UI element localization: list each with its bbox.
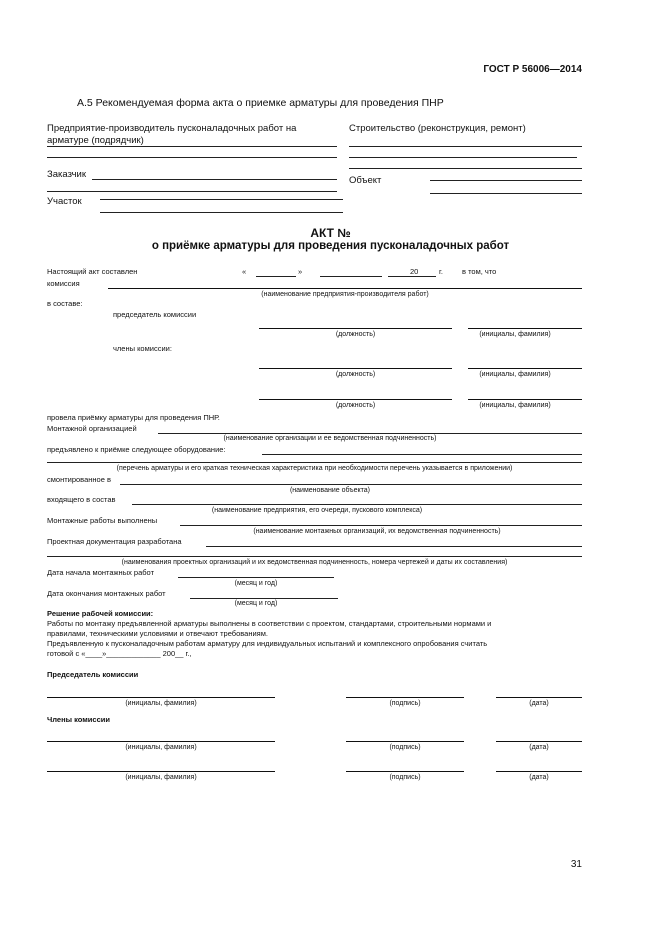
- section-title: А.5 Рекомендуемая форма акта о приемке арматуры для проведения ПНР: [77, 97, 444, 109]
- end-date-line[interactable]: [190, 598, 338, 599]
- start-date-line[interactable]: [178, 577, 334, 578]
- standard-number: ГОСТ Р 56006—2014: [483, 64, 582, 75]
- enterprise-caption: (наименование предприятия-производителя работ): [261, 291, 429, 298]
- chairman-name-line[interactable]: [468, 328, 582, 329]
- construction-line-1[interactable]: [349, 146, 582, 147]
- part-of-caption: (наименование предприятия, его очереди, пускового комплекса): [211, 507, 423, 514]
- works-done-label: Монтажные работы выполнены: [47, 516, 158, 525]
- chairman-name-field[interactable]: [47, 697, 275, 698]
- chairman-label: председатель комиссии: [113, 310, 197, 319]
- date-caption: (дата): [529, 744, 549, 751]
- customer-label: Заказчик: [47, 169, 87, 180]
- decision-line-3: Предъявленную к пусконаладочным работам арматуру для индивидуальных испытаний и комплексного опробования считать: [47, 639, 488, 648]
- area-line-1[interactable]: [100, 199, 343, 200]
- member2-date-field[interactable]: [496, 771, 582, 772]
- object-line-1[interactable]: [430, 180, 582, 181]
- quote-close: »: [298, 267, 303, 276]
- construction-line-2[interactable]: [349, 157, 577, 158]
- year-prefix: 20: [410, 267, 419, 276]
- position-caption: (должность): [335, 402, 376, 409]
- construction-line-3[interactable]: [349, 168, 582, 169]
- signature-caption: (подпись): [389, 774, 421, 781]
- year-suffix: г.: [439, 267, 443, 276]
- customer-line[interactable]: [92, 179, 337, 180]
- chairman-position-line[interactable]: [259, 328, 452, 329]
- docs-line-2[interactable]: [47, 556, 582, 557]
- act-title: АКТ №: [310, 226, 351, 240]
- members-label: члены комиссии:: [113, 344, 172, 353]
- initials-caption: (инициалы, фамилия): [125, 744, 197, 751]
- construction-label: Строительство (реконструкция, ремонт): [349, 123, 526, 134]
- that-label: в том, что: [462, 267, 497, 276]
- initials-caption: (инициалы, фамилия): [479, 402, 551, 409]
- initials-caption: (инициалы, фамилия): [125, 774, 197, 781]
- decision-line-1: Работы по монтажу предъявленной арматуры выполнены в соответствии с проектом, стандартами, строительными нормами и: [47, 619, 492, 628]
- chairman-signature-field[interactable]: [346, 697, 464, 698]
- member1-position-line[interactable]: [259, 368, 452, 369]
- enterprise-label-cont: арматуре (подрядчик): [47, 135, 144, 146]
- initials-caption: (инициалы, фамилия): [125, 700, 197, 707]
- presented-label: предъявлено к приёмке следующее оборудование:: [47, 445, 226, 454]
- start-date-label: Дата начала монтажных работ: [47, 568, 155, 577]
- month-field[interactable]: [320, 276, 382, 277]
- quote-open: «: [242, 267, 247, 276]
- signature-caption: (подпись): [389, 700, 421, 707]
- enterprise-line-1[interactable]: [47, 146, 337, 147]
- end-date-label: Дата окончания монтажных работ: [47, 589, 166, 598]
- mounted-in-label: смонтированное в: [47, 475, 111, 484]
- customer-line-2[interactable]: [47, 191, 337, 192]
- enterprise-label: Предприятие-производитель пусконаладочных работ на: [47, 123, 297, 134]
- object-line-2[interactable]: [430, 193, 582, 194]
- month-year-caption: (месяц и год): [234, 580, 278, 587]
- presented-line[interactable]: [262, 454, 582, 455]
- decision-heading: Решение рабочей комиссии:: [47, 609, 154, 618]
- chairman-date-field[interactable]: [496, 697, 582, 698]
- enterprise-line-2[interactable]: [47, 157, 337, 158]
- install-org-caption: (наименование организации и ее ведомственная подчиненность): [223, 435, 437, 442]
- members-sign-heading: Члены комиссии: [47, 715, 110, 724]
- day-field[interactable]: [256, 276, 296, 277]
- decision-line-4: готовой с «____»_____________ 200__ г.,: [47, 649, 192, 658]
- list-caption: (перечень арматуры и его краткая техническая характеристика при необходимости перечень указывается в приложении): [116, 465, 513, 472]
- act-subtitle: о приёмке арматуры для проведения пусконаладочных работ: [151, 240, 510, 252]
- works-done-caption: (наименование монтажных организаций, их ведомственная подчиненность): [253, 528, 501, 535]
- docs-label: Проектная документация разработана: [47, 537, 182, 546]
- member1-date-field[interactable]: [496, 741, 582, 742]
- install-org-line[interactable]: [158, 433, 582, 434]
- position-caption: (должность): [335, 371, 376, 378]
- part-of-line[interactable]: [132, 504, 582, 505]
- docs-caption: (наименования проектных организаций и их ведомственная подчиненность, номера чертежей и даты их составления): [121, 559, 508, 566]
- performed-text: провела приёмку арматуры для проведения ПНР.: [47, 413, 220, 422]
- date-caption: (дата): [529, 700, 549, 707]
- member2-signature-field[interactable]: [346, 771, 464, 772]
- month-year-caption: (месяц и год): [234, 600, 278, 607]
- member1-signature-field[interactable]: [346, 741, 464, 742]
- member2-position-line[interactable]: [259, 399, 452, 400]
- member2-name-field[interactable]: [47, 771, 275, 772]
- works-done-line[interactable]: [180, 525, 582, 526]
- chairman-sign-heading: Председатель комиссии: [47, 670, 139, 679]
- year-field[interactable]: [388, 276, 436, 277]
- page-number: 31: [570, 859, 582, 870]
- member2-name-line[interactable]: [468, 399, 582, 400]
- commission-line[interactable]: [108, 288, 582, 289]
- position-caption: (должность): [335, 331, 376, 338]
- signature-caption: (подпись): [389, 744, 421, 751]
- presented-line-2[interactable]: [47, 462, 582, 463]
- date-caption: (дата): [529, 774, 549, 781]
- part-of-label: входящего в состав: [47, 495, 116, 504]
- docs-line[interactable]: [206, 546, 582, 547]
- member1-name-line[interactable]: [468, 368, 582, 369]
- area-line-2[interactable]: [100, 212, 343, 213]
- install-org-label: Монтажной организацией: [47, 424, 137, 433]
- initials-caption: (инициалы, фамилия): [479, 331, 551, 338]
- object-caption: (наименование объекта): [289, 487, 371, 494]
- composition-label: в составе:: [47, 299, 83, 308]
- mounted-in-line[interactable]: [120, 484, 582, 485]
- decision-line-2: правилами, техническими условиями и отвечают требованиям.: [47, 629, 268, 638]
- initials-caption: (инициалы, фамилия): [479, 371, 551, 378]
- composed-label: Настоящий акт составлен: [47, 267, 138, 276]
- area-label: Участок: [47, 196, 82, 207]
- object-label: Объект: [349, 175, 382, 186]
- commission-label: комиссия: [47, 279, 80, 288]
- member1-name-field[interactable]: [47, 741, 275, 742]
